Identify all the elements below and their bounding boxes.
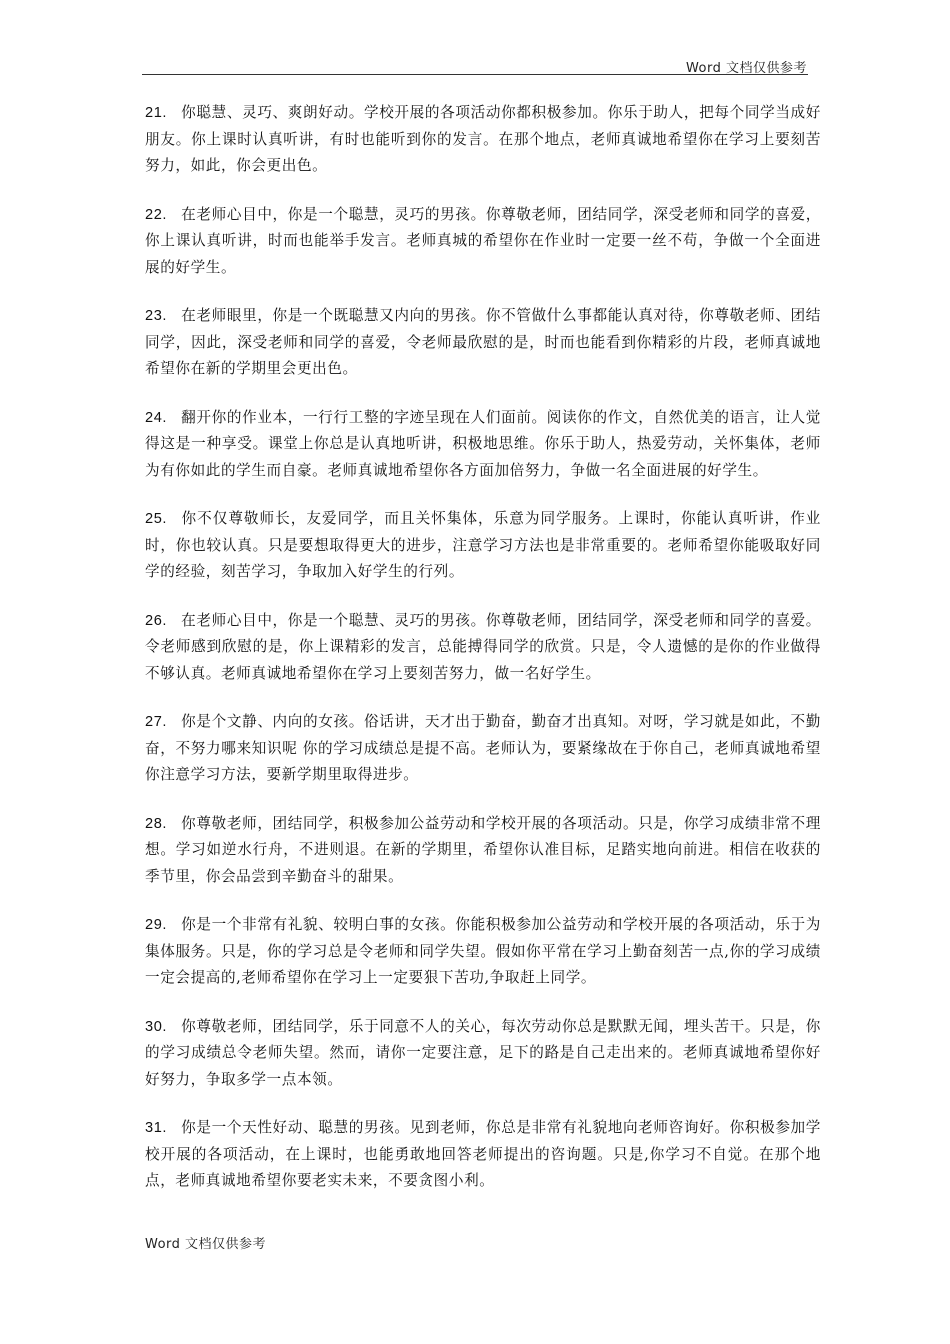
document-body: [145, 100, 821, 1217]
comment-paragraph-28: [145, 811, 821, 891]
paragraph-number: 22.: [145, 206, 168, 223]
paragraph-text: 你尊敬老师，团结同学，积极参加公益劳动和学校开展的各项活动。只是，你学习成绩非常不理想。学习如逆水行舟，不进则退。在新的学期里，希望你认准目标，足踏实地向前进。相信在收获的季节里，你会品尝到辛勤奋斗的甜果。: [145, 814, 821, 885]
paragraph-text: 你不仅尊敬师长，友爱同学，而且关怀集体，乐意为同学服务。上课时，你能认真听讲，作业时，你也较认真。只是要想取得更大的进步，注意学习方法也是非常重要的。老师希望你能吸取好同学的经验，刻苦学习，争取加入好学生的行列。: [145, 510, 821, 580]
comment-paragraph-27: [145, 709, 821, 789]
header-divider: [142, 74, 808, 75]
paragraph-text: 你尊敬老师，团结同学，乐于同意不人的关心，每次劳动你总是默默无闻，埋头苦干。只是，你的学习成绩总令老师失望。然而，请你一定要注意，足下的路是自己走出来的。老师真诚地希望你好好努力，争取多学一点本领。: [145, 1017, 821, 1088]
paragraph-number: 28.: [145, 815, 168, 832]
paragraph-text: 在老师眼里，你是一个既聪慧又内向的男孩。你不管做什么事都能认真对待，你尊敬老师、团结同学，因此，深受老师和同学的喜爱，令老师最欣慰的是，时而也能看到你精彩的片段，老师真诚地希望你在新的学期里会更出色。: [145, 307, 821, 377]
paragraph-number: 29.: [145, 917, 168, 933]
comment-paragraph-23: [145, 303, 821, 383]
paragraph-text: 你是一个天性好动、聪慧的男孩。见到老师，你总是非常有礼貌地向老师咨询好。你积极参加学校开展的各项活动，在上课时，也能勇敢地回答老师提出的咨询题。只是,你学习不自觉。在那个地点，老师真诚地希望你要老实未来，不要贪图小利。: [145, 1119, 821, 1189]
paragraph-number: 30.: [145, 1018, 168, 1035]
paragraph-text: 在老师心目中，你是一个聪慧、灵巧的男孩。你尊敬老师，团结同学，深受老师和同学的喜爱。令老师感到欣慰的是，你上课精彩的发言，总能搏得同学的欣赏。只是，令人遗憾的是你的作业做得不够认真。老师真诚地希望你在学习上要刻苦努力，做一名好学生。: [145, 611, 821, 682]
paragraph-text: 你是一个非常有礼貌、较明白事的女孩。你能积极参加公益劳动和学校开展的各项活动，乐于为集体服务。只是，你的学习总是令老师和同学失望。假如你平常在学习上勤奋刻苦一点,你的学习成绩一定会提高的,老师希望你在学习上一定要狠下苦功,争取赶上同学。: [145, 916, 821, 986]
comment-paragraph-24: [145, 405, 821, 485]
paragraph-text: 你是个文静、内向的女孩。俗话讲，天才出于勤奋，勤奋才出真知。对呀，学习就是如此，不勤奋，不努力哪来知识呢 你的学习成绩总是提不高。老师认为，要紧缘故在于你自己，老师真诚地希望你注意学习方法，要新学期里取得进步。: [145, 713, 821, 783]
paragraph-number: 25.: [145, 511, 168, 527]
comment-paragraph-21: [145, 100, 821, 180]
comment-paragraph-26: [145, 608, 821, 688]
comment-paragraph-31: [145, 1115, 821, 1195]
comment-paragraph-30: [145, 1014, 821, 1094]
paragraph-number: 21.: [145, 105, 168, 121]
paragraph-text: 在老师心目中，你是一个聪慧，灵巧的男孩。你尊敬老师，团结同学，深受老师和同学的喜爱，你上课认真听讲，时而也能举手发言。老师真城的希望你在作业时一定要一丝不苟，争做一个全面进展的好学生。: [145, 205, 821, 276]
comment-paragraph-22: [145, 202, 821, 282]
comment-paragraph-29: [145, 912, 821, 992]
page-header-text: Word 文档仅供参考: [685, 61, 807, 76]
comment-paragraph-25: [145, 506, 821, 586]
page-footer-text: Word 文档仅供参考: [145, 1237, 267, 1252]
paragraph-number: 24.: [145, 409, 168, 426]
paragraph-text: 你聪慧、灵巧、爽朗好动。学校开展的各项活动你都积极参加。你乐于助人，把每个同学当成好朋友。你上课时认真听讲，有时也能听到你的发言。在那个地点，老师真诚地希望你在学习上要刻苦努力，如此，你会更出色。: [145, 104, 821, 174]
paragraph-number: 31.: [145, 1120, 168, 1136]
paragraph-number: 23.: [145, 308, 168, 324]
paragraph-text: 翻开你的作业本，一行行工整的字迹呈现在人们面前。阅读你的作文，自然优美的语言，让人觉得这是一种享受。课堂上你总是认真地听讲，积极地思维。你乐于助人，热爱劳动，关怀集体，老师为有你如此的学生而自豪。老师真诚地希望你各方面加倍努力，争做一名全面进展的好学生。: [145, 408, 821, 479]
paragraph-number: 27.: [145, 714, 168, 730]
paragraph-number: 26.: [145, 612, 168, 629]
